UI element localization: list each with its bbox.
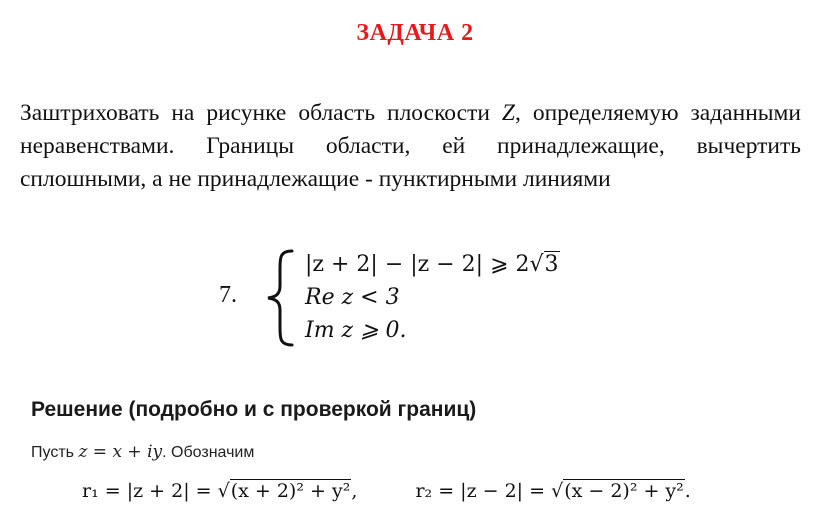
task-text-after: , определяемую заданными неравенствами. Границы области, ей принадлежащие, вычертить сплошными, а не принадлежащие - пунктирными линиями <box>20 100 802 192</box>
r2-lhs: r₂ = |z − 2| = <box>415 480 552 502</box>
r2-radicand: (x − 2)² + y² <box>564 480 684 502</box>
distance-formulas <box>82 480 691 502</box>
r2-tail: . <box>684 480 691 502</box>
sqrt-icon: √ <box>529 252 544 277</box>
r2-sqrt <box>551 480 685 502</box>
r1-lhs: r₁ = |z + 2| = <box>82 480 218 502</box>
intro-suffix: . Обозначим <box>162 444 255 461</box>
intro-prefix: Пусть <box>31 444 79 461</box>
solution-intro <box>31 442 254 462</box>
inequality-1 <box>305 248 560 281</box>
inequality-3: Im z ⩾ 0. <box>305 318 407 343</box>
sqrt-icon: √ <box>217 480 230 502</box>
task-statement <box>20 97 801 196</box>
task-title: ЗАДАЧА 2 <box>356 20 474 46</box>
r1-sqrt <box>218 480 352 502</box>
inequality-lines <box>305 248 560 347</box>
task-number: 7. <box>219 282 237 308</box>
inequality-system <box>0 248 830 348</box>
sqrt-radicand: 3 <box>544 252 559 277</box>
inequality-1-left: |z + 2| − |z − 2| ⩾ 2 <box>305 252 530 277</box>
solution-heading: Решение (подробно и с проверкой границ) <box>31 398 477 421</box>
inequality-2: Re z < 3 <box>305 285 400 310</box>
intro-math: z = x + iy <box>78 442 163 462</box>
sqrt-icon: √ <box>551 480 564 502</box>
plane-variable: Z <box>501 100 515 126</box>
sqrt-expression <box>530 248 560 281</box>
task-text-before: Заштриховать на рисунке область плоскости <box>20 100 502 126</box>
r1-radicand: (x + 2)² + y² <box>230 480 351 502</box>
r1-tail: , <box>351 480 358 502</box>
left-brace-icon <box>262 248 302 348</box>
